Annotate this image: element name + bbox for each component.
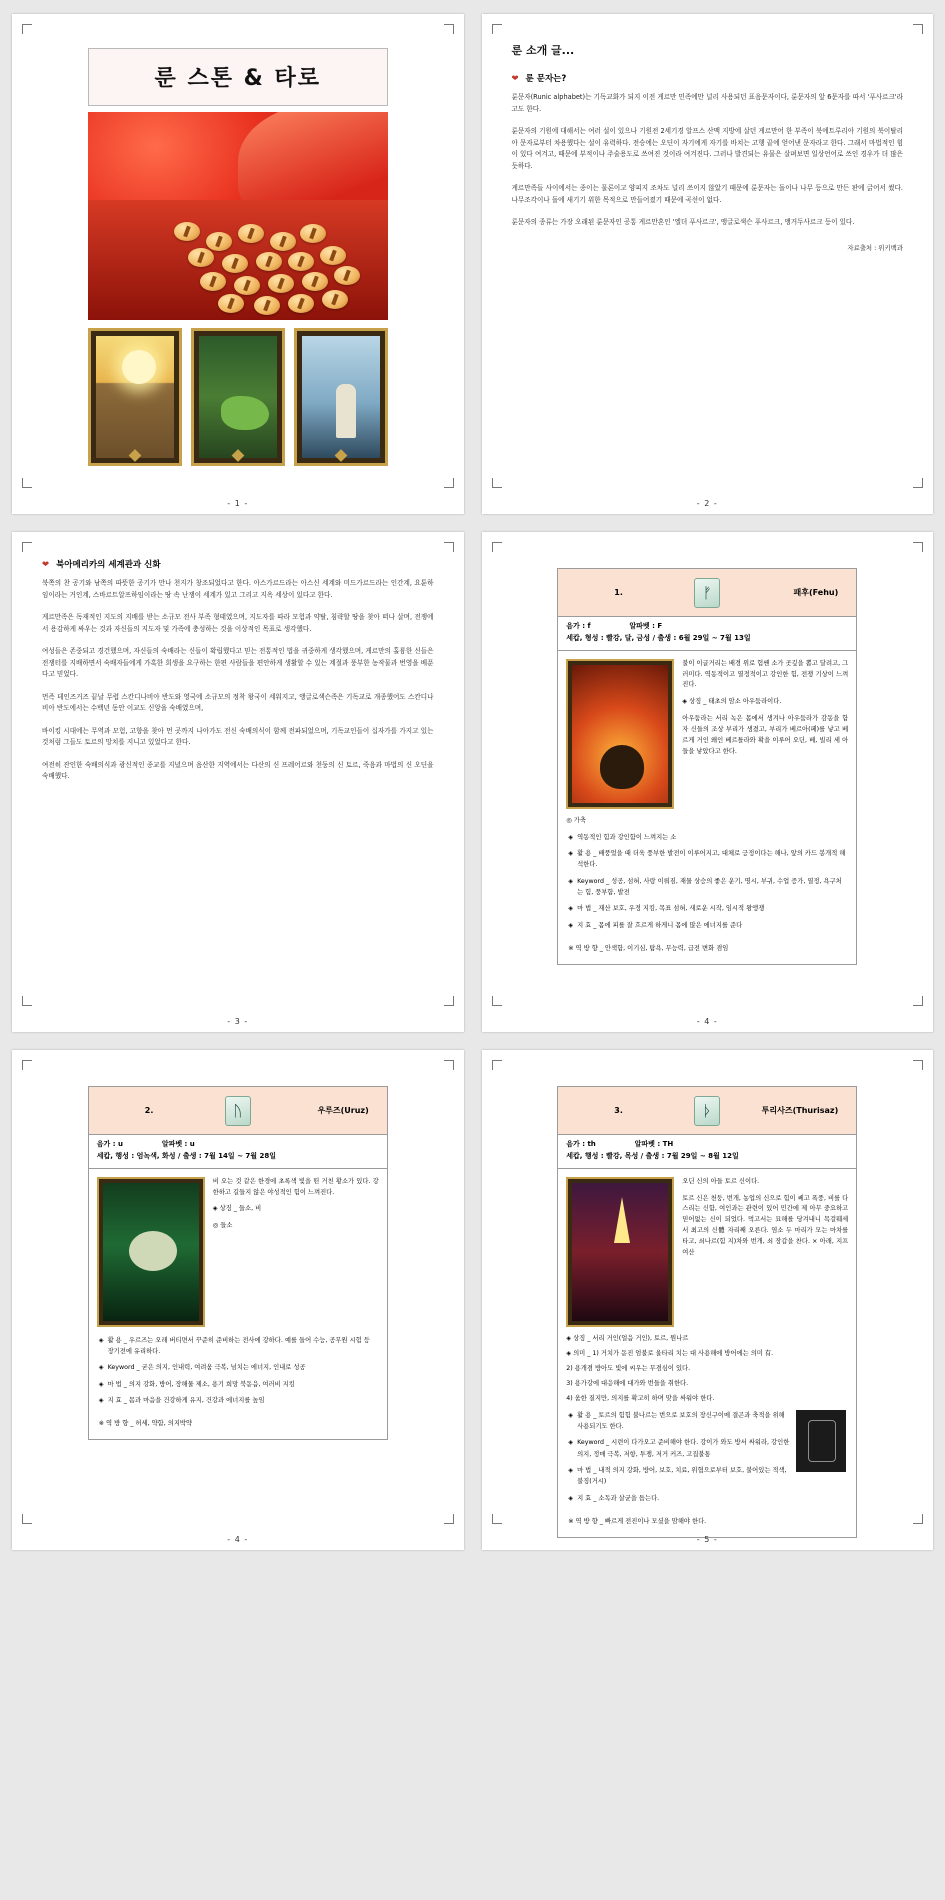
page-number: - 3 - (227, 1017, 249, 1026)
crop-mark-icon (444, 542, 454, 552)
crop-mark-icon (22, 996, 32, 1006)
crop-mark-icon (444, 24, 454, 34)
rune-name: 패후(Fehu) (793, 588, 839, 597)
paragraph: 먼즉 데인즈거즈 끝날 무렵 스칸디나비아 반도와 영국에 소규모의 정착 왕국이 세워지고, 앵글로색슨족은 기독교로 개종했어도 스칸디나비아 반도에서는 수백년 동안 이교도 신앙을 숙배였으며, (42, 692, 434, 713)
paragraph: 여성들은 존중되고 경건했으며, 자신들의 숙배라는 신들이 확립했다고 믿는 전통적인 법을 귀중하게 생각했으며, 게르만의 홀륭한 신들은 전쟁터를 지배하면서 숙배자들에게 가혹한 희생을 요구하는 한편 사람들을 편안하게 생활할 수 있는 계절과 풍부한 농작물과 번영을 베푼다고 믿었다. (42, 647, 434, 679)
rune-card-fehu (557, 568, 857, 965)
rune-sound-row (97, 1139, 379, 1151)
crop-mark-icon (913, 1514, 923, 1524)
crop-mark-icon (444, 1514, 454, 1524)
rune-name: 우루즈(Uruz) (317, 1106, 369, 1115)
rune-body (89, 1169, 387, 1440)
heart-icon: ❤ (42, 560, 50, 570)
bullet-icon: ◈ (98, 1380, 104, 1388)
rune-header (558, 1087, 856, 1135)
bullet-icon: ◈ (568, 850, 574, 858)
bullet-icon: ◈ (568, 905, 574, 913)
thurisaz-card-illustration (566, 1177, 674, 1327)
paragraph: 게르만족은 독재적인 지도의 지배를 받는 소규모 전사 부족 형태였으며, 지도자를 따라 모험과 약탈, 침략할 땅을 찾아 떠나 살며, 전쟁에서 용감하게 싸우는 것과 자신들의 지도자 및 가족에 충성하는 것을 이상적인 목표로 생각했다. (42, 613, 434, 633)
page-4-rune-fehu (482, 532, 934, 1032)
bullet-icon: ◈ (568, 877, 574, 885)
paragraph: 룬문자의 기원에 대해서는 여러 설이 있으나 기원전 2세기경 알프스 산맥 지방에 살던 게르만어 한 부족이 북에트루리아 기원의 북이탈리아 문자로부터 차용했다는 설이 유력하다. 전승에는 오딘이 자기에게 자기를 바치는 고행 끝에 얻어낸 문자라고 한다. 그래서 마법적인 힘이 있다 여겨고, 때문에 부적이나 주술용도로 쓰여진 것이라 여겨진다. 그러나 발견되는 유물은 살펴보면 일상언어로 쓰인 경우가 더 많은 듯하다. (511, 127, 903, 170)
page-title: 룬 소개 글... (511, 44, 575, 57)
list-item: ◈ 활 용 _ 배풍었을 때 더욱 풍부한 발전이 이루어지고, 대체로 긍정이다는 해나, 앞의 카드 봉개적 해석한다. (568, 848, 846, 871)
rune-meaning-line: ◈ 의미 _ 1) 거치가 돋진 엄불로 울타리 치는 대 사용해에 방어에는 의미 有. (566, 1349, 774, 1357)
paragraph: 게르만족들 사이에서는 종이는 물론이고 양피지 조차도 널리 쓰이지 않았기 때문에 룬문자는 돌이나 나무 등으로 만든 판에 긁어서 썼다. 나무조각이나 돌에 새기기 위한 목적으로 만들어졌기 때문에 곡선이 없다. (511, 184, 903, 204)
rune-number: 1. (614, 588, 623, 597)
page-title: 북아메리카의 세계관과 신화 (56, 560, 161, 570)
bullet-icon: ◈ (98, 1397, 104, 1405)
rune-number: 3. (614, 1106, 623, 1115)
crop-mark-icon (492, 542, 502, 552)
page-5-rune-uruz (12, 1050, 464, 1550)
crop-mark-icon (913, 478, 923, 488)
rune-description (682, 659, 848, 809)
rune-symbol-line: ◈ 상징 _ 서리 거인(얼음 거인), 토르, 뭔나르 (566, 1334, 689, 1342)
crop-mark-icon (492, 24, 502, 34)
rune-color-planet-row: 세캅, 행성 : 빨강, 목성 / 출생 : 7월 29일 ~ 8월 12일 (566, 1151, 739, 1160)
crop-mark-icon (22, 478, 32, 488)
rune-meaning-line: 2) 용개겸 방아도 빛에 씨우는 무겸심이 있다. (566, 1364, 691, 1372)
rune-symbol-line: ◈ 상징 _ 들소, 비 (212, 1205, 262, 1213)
crop-mark-icon (444, 1060, 454, 1070)
rune-name: 투리사즈(Thurisaz) (761, 1106, 839, 1115)
crop-mark-icon (492, 478, 502, 488)
list-item: ◈ Keyword _ 성공, 섬혀, 사랑 이뤄짐, 재물 상승의 좋은 운기, 명시, 부귀, 수업 증가, 열정, 욕구처는 힘, 풍부함, 발전 (568, 876, 846, 899)
rune-glyph-icon: ᚢ (225, 1096, 251, 1126)
heart-icon: ❤ (511, 74, 519, 84)
page-3-worldview (12, 532, 464, 1032)
crop-mark-icon (22, 1514, 32, 1524)
paragraph: 룬문자의 종류는 가장 오래된 룬문자인 공통 게르만혼인 '엘더 푸사르크', 앵글로색슨 푸사르크, 앵거두사르크 등이 있다. (511, 218, 855, 227)
rune-reversed-meaning: ※ 역 방 향 _ 안색함, 이기심, 탐욕, 무능력, 급전 변화 겸임 (568, 945, 729, 953)
rune-header (89, 1087, 387, 1135)
rune-sound-row (566, 621, 848, 633)
list-item: ◈ 지 효 _ 몸에 피를 잘 흐르게 하게니 몸에 많은 에너지를 준다 (568, 920, 846, 931)
paragraph: 아우둠라는 서리 녹은 몸에서 생겨나 아우둠라가 감동을 함자 신들의 조상 부리가 생겼고, 부리가 베르아(페)를 낳고 베르게 거인 왜인 베르틀라와 확을 이루어 오딘, 베, 빌리 세 아들을 낳았다고 한다. (682, 715, 849, 755)
list-item: ◈ Keyword _ 굳은 의지, 인내력, 여려움 극복, 넘치는 에너지, 인내로 성공 (99, 1362, 377, 1373)
list-item: ◈ Keyword _ 시련이 다가오고 준비해야 한다. 강이가 와도 방서 싸워라, 강인한 의지, 정매 극복, 저항, 투쟁, 저거 커즈, 고집불통 (568, 1437, 790, 1460)
rune-glyph-icon: ᚠ (694, 578, 720, 608)
rune-description (682, 1177, 848, 1327)
paragraph: 비 오는 것 같은 한경에 초록색 빛을 띤 거친 황소가 있다. 강한하고 길들지 않은 야성적인 힘이 느껴진다. (212, 1177, 379, 1196)
crop-mark-icon (492, 1060, 502, 1070)
page-number: - 5 - (696, 1535, 718, 1544)
list-item: ◈ 활 용 _ 우르즈는 오래 버티면서 꾸준히 준비하는 전사에 강하다. 예를 들어 수능, 공무원 시험 등 장기전에 유리하다. (99, 1335, 377, 1358)
bullet-icon: ◈ (568, 921, 574, 929)
rune-attribute-list (97, 1327, 379, 1432)
crop-mark-icon (22, 542, 32, 552)
bullet-icon: ◈ (568, 1411, 574, 1419)
rune-card-uruz (88, 1086, 388, 1440)
crop-mark-icon (913, 542, 923, 552)
page-number: - 4 - (696, 1017, 718, 1026)
crop-mark-icon (22, 1060, 32, 1070)
rune-card-thurisaz (557, 1086, 857, 1538)
rune-meta (558, 1135, 856, 1169)
paragraph: 북쪽의 찬 공기와 남쪽의 따뜻한 공기가 만나 천지가 창조되었다고 한다. 아스가르드라는 아스신 세계와 미드가르드라는 인간계, 요툰하임이라는 거인계, 스바르트알프하임이라는 땅 속 난쟁이 세계가 있고 그리고 지옥 세상이 있다고 한다. (42, 579, 434, 599)
rune-meta (558, 617, 856, 651)
paragraph: 토르 신은 천둥, 번개, 농업의 신으로 힘이 쎄고 폭풍, 비를 다스리는 신함, 여인과는 관련이 있어 민간에 제 아무 중요하고 믿어없는 신이 되었다. 먹고서는 묘해를 당겨내니 목걸뭬세서 최고의 신體 자리째 오른다. 염소 두 마리가 모는 마차를 타고, 쇠나르(힘 지)차와 번개, 쇠 장갑을 찬다. × 아래, 지프 여산 (682, 1194, 849, 1256)
rune-body (558, 1169, 856, 1537)
rune-subbullet: ◎ 가축 (566, 816, 586, 824)
tarot-card-green-dragon (191, 328, 285, 466)
source-credit: 자료출처 : 위키백과 (847, 243, 903, 252)
paragraph: 불이 이글거리는 배경 위로 험쌘 소가 곳깊을 뽐고 달려고, 그러미다. 역동적이고 열정적이고 강인한 힘, 전쟁 기상이 느껴진다. (682, 659, 849, 689)
tarot-card-row (88, 328, 388, 466)
page-1-cover (12, 14, 464, 514)
rune-number: 2. (144, 1106, 154, 1115)
rune-reversed-meaning: ※ 역 방 향 _ 빠르게 전진이나 모셨을 맘해야 한다. (568, 1518, 707, 1526)
bullet-icon: ◈ (568, 1494, 574, 1502)
rune-symbol-line: ◈ 상징 _ 태초의 암소 아우둠라이다. (682, 698, 782, 706)
rune-sound-row (566, 1139, 848, 1151)
list-item: ◈ 지 효 _ 몸과 마음을 건강하게 유지, 건강과 에너지를 높임 (99, 1395, 377, 1406)
rune-sound-label: 음가 : th (566, 1140, 596, 1148)
crop-mark-icon (492, 1514, 502, 1524)
crop-mark-icon (444, 478, 454, 488)
crop-mark-icon (913, 996, 923, 1006)
page-number: - 2 - (696, 499, 718, 508)
rune-sound-label: 음가 : u (96, 1140, 123, 1148)
fehu-card-illustration (566, 659, 674, 809)
list-item: ◈ 활 용 _ 토르의 힘힘 불나르는 번으로 보호의 장신구이메 결곤과 축적을 위해 사용되기도 한다. (568, 1410, 790, 1433)
list-item: ◈ 마 법 _ 내적 의지 강화, 방어, 보호, 치료, 위협으로부터 보호, 불어있는 적색, 불징(거시) (568, 1465, 790, 1488)
rune-stones-in-red-pouch-photo (88, 112, 388, 320)
list-item: ◈ 역동적인 힘과 강인함이 느껴지는 소 (568, 832, 846, 843)
rune-description (213, 1177, 379, 1327)
rune-body (558, 651, 856, 964)
rune-meaning-line: 3) 용가강에 대응해에 대가와 번들을 취한다. (566, 1379, 689, 1387)
crop-mark-icon (913, 24, 923, 34)
rune-reversed-meaning: ※ 역 방 향 _ 허세, 약함, 의지박약 (98, 1420, 193, 1428)
list-item: ◈ 지 효 _ 소독과 살균을 돕는다. (568, 1493, 846, 1504)
bullet-icon: ◈ (98, 1364, 104, 1372)
paragraph: 룬문자(Runic alphabet)는 기독교화가 되지 이전 게르만 민족에만 널리 사용되던 표음문자이다, 룬문자의 앞 6문자를 따서 '푸사르크'라고도 한다. (511, 93, 903, 113)
rune-glyph-icon: ᚦ (694, 1096, 720, 1126)
bullet-icon: ◈ (568, 1467, 574, 1475)
paragraph: 오딘 신의 아들 토르 신이다. (682, 1177, 760, 1185)
section-bullet-label: 룬 문자는? (525, 74, 567, 84)
rune-alphabet-label: 알파벳 : F (629, 622, 663, 630)
page-number: - 1 - (227, 499, 249, 508)
rune-subbullet: ◎ 들소 (212, 1222, 233, 1230)
paragraph: 여전히 잔인한 숙배의식과 광신적인 종교를 지녔으며 음산한 지역에서는 다산의 신 프레어르와 천둥의 신 토르, 죽음과 마법의 신 오딘을 숙배했다. (42, 760, 434, 781)
rune-header (558, 569, 856, 617)
thor-hammer-icon (796, 1410, 846, 1472)
rune-color-planet-row: 세캅, 형성 : 빨강, 달, 금성 / 출생 : 6월 29일 ~ 7월 13일 (566, 633, 751, 642)
rune-meta (89, 1135, 387, 1169)
rune-meaning-line: 4) 움한 질지만, 의지를 확고히 하며 맞을 싸워야 한다. (566, 1394, 715, 1402)
bullet-icon: ◈ (568, 833, 574, 841)
bullet-icon: ◈ (568, 1439, 574, 1447)
crop-mark-icon (444, 996, 454, 1006)
list-item: ◈ 마 법 _ 의지 강화, 방어, 장해물 제소, 용기 희망 북돋음, 여러비 지킴 (99, 1379, 377, 1390)
crop-mark-icon (913, 1060, 923, 1070)
section-bullet-heading (512, 72, 904, 84)
bullet-icon: ◈ (98, 1336, 104, 1344)
rune-attribute-list (566, 1402, 848, 1529)
paragraph: 바이킹 시대에는 무역과 모험, 고향을 찾아 먼 곳까지 나아가도 전신 숙배의식이 함께 전파되었으며, 기독교인들이 십자가를 가지고 있는 것처럼 그들도 토르의 망치를 지니고 있었다고 한다. (42, 726, 434, 747)
tarot-card-ice-figures (294, 328, 388, 466)
rune-attribute-list (566, 824, 848, 956)
tarot-card-sun-figure (88, 328, 182, 466)
rune-alphabet-label: 알파벳 : u (161, 1140, 195, 1148)
rune-sound-label: 음가 : f (566, 622, 591, 630)
page-2-rune-intro (482, 14, 934, 514)
page-number: - 4 - (227, 1535, 249, 1544)
section-bullet-heading (42, 558, 434, 570)
cover-title: 룬 스톤 & 타로 (88, 48, 388, 106)
crop-mark-icon (22, 24, 32, 34)
page-6-rune-thurisaz (482, 1050, 934, 1550)
list-item: ◈ 마 법 _ 재산 보호, 우정 지킴, 목표 섬혀, 새로운 시작, 임시적 왕앵쟁 (568, 903, 846, 914)
crop-mark-icon (492, 996, 502, 1006)
rune-color-planet-row: 세캅, 행성 : 엄녹색, 화성 / 출생 : 7월 14일 ~ 7월 28일 (96, 1151, 276, 1160)
rune-alphabet-label: 알파벳 : TH (634, 1140, 674, 1148)
uruz-card-illustration (97, 1177, 205, 1327)
